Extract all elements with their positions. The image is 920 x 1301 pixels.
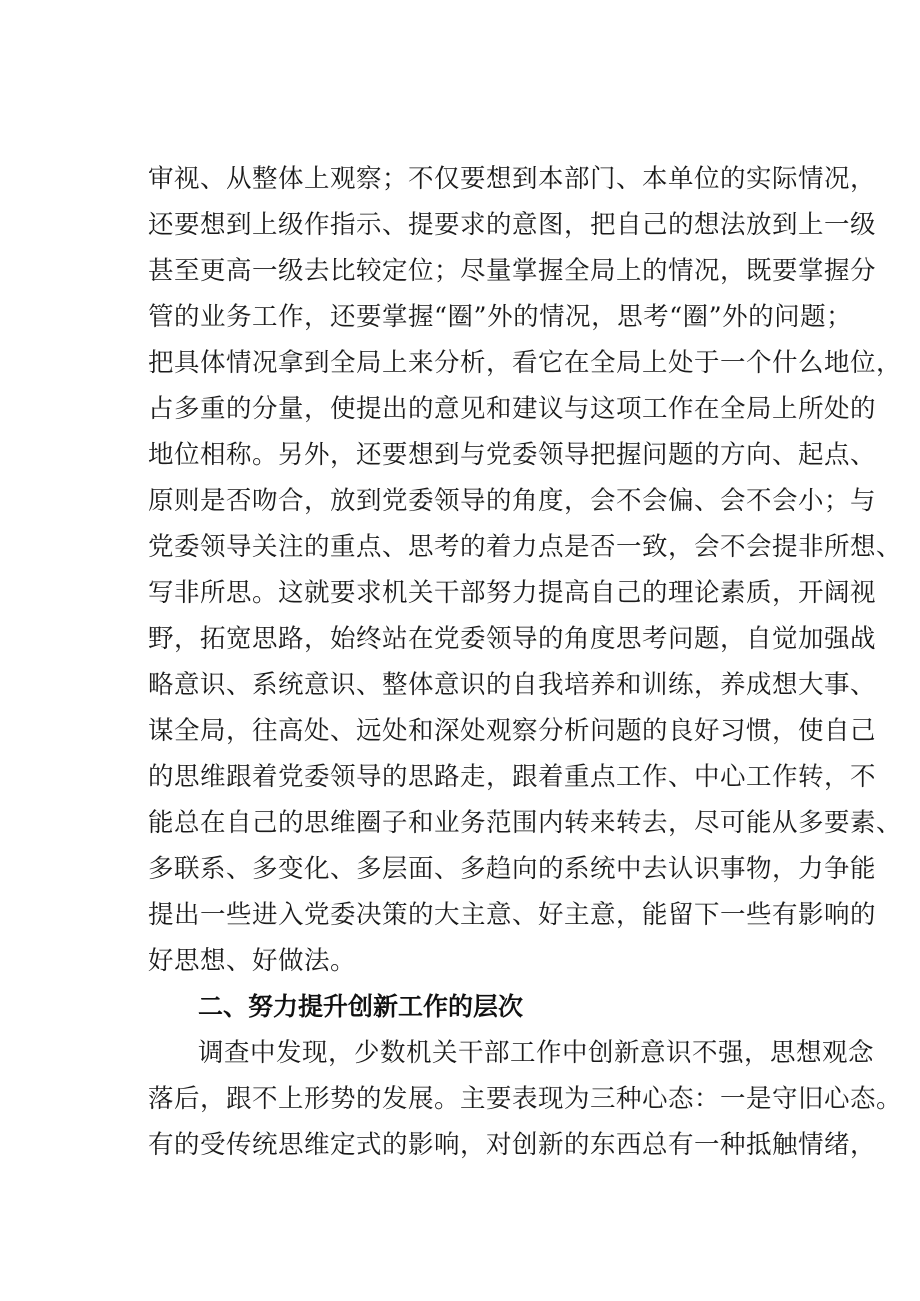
text-line: 略意识、系统意识、整体意识的自我培养和训练，养成想大事、 (148, 670, 877, 700)
text-line: 还要想到上级作指示、提要求的意图，把自己的想法放到上一级 (148, 210, 877, 240)
text-line: 党委领导关注的重点、思考的着力点是否一致，会不会提非所想、 (148, 532, 903, 562)
text-line: 多联系、多变化、多层面、多趋向的系统中去认识事物，力争能 (148, 854, 877, 884)
text-line: 审视、从整体上观察；不仅要想到本部门、本单位的实际情况， (148, 164, 877, 194)
paragraph-2 (148, 1030, 903, 1168)
text-line: 好思想、好做法。 (148, 946, 357, 976)
text-line: 的思维跟着党委领导的思路走，跟着重点工作、中心工作转，不 (148, 762, 877, 792)
text-line: 原则是否吻合，放到党委领导的角度，会不会偏、会不会小；与 (148, 486, 877, 516)
paragraph-1 (148, 156, 903, 984)
text-line: 甚至更高一级去比较定位；尽量掌握全局上的情况，既要掌握分 (148, 256, 877, 286)
text-line: 有的受传统思维定式的影响，对创新的东西总有一种抵触情绪， (148, 1130, 877, 1160)
text-line: 地位相称。另外，还要想到与党委领导把握问题的方向、起点、 (148, 440, 877, 470)
text-line: 野，拓宽思路，始终站在党委领导的角度思考问题，自觉加强战 (148, 624, 877, 654)
text-line: 调查中发现，少数机关干部工作中创新意识不强，思想观念 (198, 1038, 875, 1068)
text-line: 提出一些进入党委决策的大主意、好主意，能留下一些有影响的 (148, 900, 877, 930)
text-line: 能总在自己的思维圈子和业务范围内转来转去，尽可能从多要素、 (148, 808, 903, 838)
document-body (148, 156, 903, 1168)
text-line: 占多重的分量，使提出的意见和建议与这项工作在全局上所处的 (148, 394, 877, 424)
text-line: 把具体情况拿到全局上来分析，看它在全局上处于一个什么地位， (148, 348, 903, 378)
text-line: 落后，跟不上形势的发展。主要表现为三种心态：一是守旧心态。 (148, 1084, 903, 1114)
text-line: 写非所思。这就要求机关干部努力提高自己的理论素质，开阔视 (148, 578, 877, 608)
text-line: 管的业务工作，还要掌握“圈”外的情况，思考“圈”外的问题； (148, 302, 853, 332)
section-heading: 二、努力提升创新工作的层次 (198, 992, 524, 1021)
text-line: 谋全局，往高处、远处和深处观察分析问题的良好习惯，使自己 (148, 716, 877, 746)
